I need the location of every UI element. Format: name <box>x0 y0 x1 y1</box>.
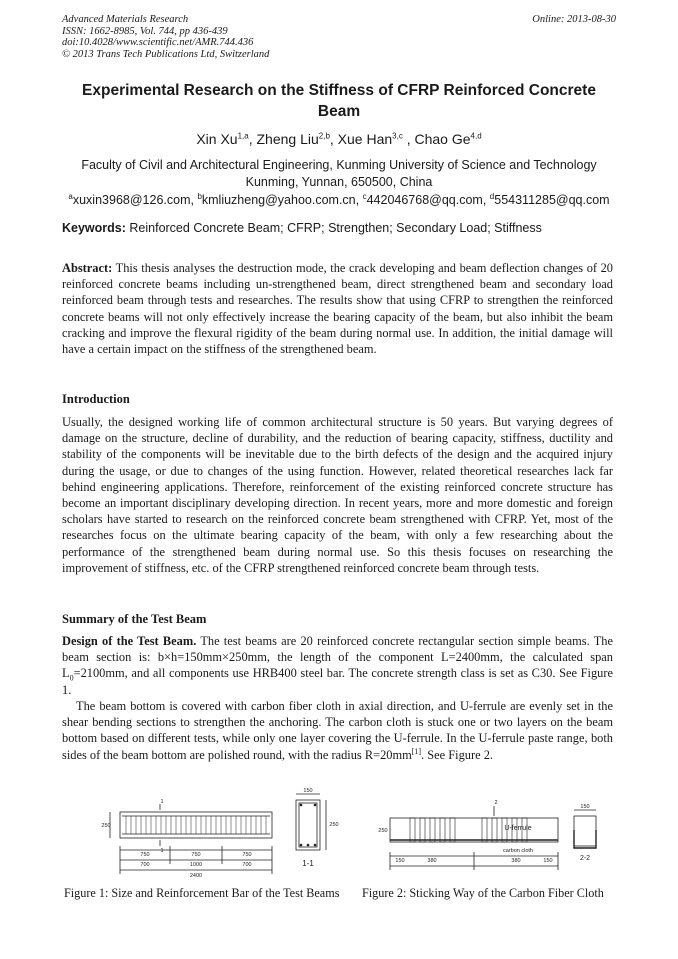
author: Xue Han <box>337 131 393 147</box>
dim-label: 150 <box>395 858 405 864</box>
affiliation: Faculty of Civil and Architectural Engineering, Kunming University of Science and Technology Kunming, Yunnan, 650500, China <box>81 158 597 189</box>
dim-label: 250 <box>378 828 388 834</box>
email[interactable]: kmliuzheng@yahoo.com.cn <box>201 193 356 207</box>
figure-2 <box>378 800 618 880</box>
cloth-label: carbon cloth <box>503 848 533 854</box>
figure-1-caption: Figure 1: Size and Reinforcement Bar of the Test Beams <box>64 886 340 900</box>
issn: ISSN: 1662-8985, Vol. 744, pp 436-439 <box>62 25 228 37</box>
citation-ref[interactable]: [1] <box>411 746 422 756</box>
dim-label: 750 <box>191 852 201 858</box>
section-mark: 2 <box>494 800 498 806</box>
section-label: 1-1 <box>302 859 314 868</box>
abstract-text: This thesis analyses the destruction mode, the crack developing and beam deflection changes of 20 reinforced concrete beams including un-strengthened beam, direct strengthened beam and secondary load reinforced beam through tests and researches. The results show that using CFRP to strengthen the reinforced concrete beams will not only effectively increase the bearing capacity of the beam, but also inhibit the beam cracking and improve the flexural rigidity of the beam during normal use. In addition, the initial damage will have a certain impact on the stiffness of the strengthened beam. <box>62 261 614 357</box>
keywords <box>62 221 616 235</box>
dim-label: 150 <box>303 788 313 794</box>
dim-label: 150 <box>543 858 553 864</box>
email[interactable]: 554311285@qq.com <box>494 193 610 207</box>
email[interactable]: xuxin3968@126.com <box>72 193 191 207</box>
ferrule-label: U-ferrule <box>504 825 532 832</box>
section-heading: Introduction <box>62 392 130 406</box>
author: Chao Ge <box>414 131 471 147</box>
dim-label: 250 <box>101 823 111 829</box>
dim-label: 2400 <box>189 873 203 879</box>
dim-label: 380 <box>427 858 437 864</box>
dim-label: 700 <box>140 862 150 868</box>
author: Xin Xu <box>196 131 238 147</box>
dim-label: 380 <box>511 858 521 864</box>
section-label: 2-2 <box>579 855 591 862</box>
keywords-label: Keywords: <box>62 221 126 235</box>
dim-label: 750 <box>140 852 150 858</box>
copyright: © 2013 Trans Tech Publications Ltd, Switzerland <box>62 48 270 60</box>
figure-2-drawing <box>378 800 618 880</box>
author: Zheng Liu <box>256 131 319 147</box>
introduction-text: Usually, the designed working life of common architectural structure is 50 years. But varying degrees of damage on the structure, decline of durability, and the reduction of bearing capacity, stiffness, ductility and stability of the components will be inevitable due to the birth defects of the design and the acquired injury during the usage, or due to changes of the using function. However, related theoretical researches lack far behind engineering applications. Therefore, reinforcement of the existing reinforced concrete structure has become an important disciplinary developing direction. In recent years, more and more domestic and foreign scholars have started to research on the reinforced concrete beam strengthened with CFRP. Yet, most of the researches focus on the ultimate bearing capacity of the beam, with only a few researching about the performance of the strengthened beam during normal use. So this thesis focuses on researching the improvement of stiffness, etc. of the CFRP strengthened reinforced concrete beam through tests. <box>62 415 613 575</box>
doi: doi:10.4028/www.scientific.net/AMR.744.436 <box>62 37 254 48</box>
journal-name: Advanced Materials Research <box>62 14 189 25</box>
dim-label: 1000 <box>189 862 203 868</box>
figure-1-drawing <box>100 788 348 880</box>
keywords-text: Reinforced Concrete Beam; CFRP; Strengthen; Secondary Load; Stiffness <box>129 221 542 235</box>
online-date: Online: 2013-08-30 <box>532 14 616 25</box>
email-list: $^a$xuxin3968@126.com, $^b$kmliuzheng@yahoo.com.cn, $^c$442046768@qq.com, $^d$554311285@qq.com <box>68 191 610 207</box>
summary-paragraph-2: The beam bottom is covered with carbon fiber cloth in axial direction, and U-ferrule are evenly set in the shear bending sections to strengthen the anchoring. The carbon cloth is stuck one or two layers on the beam bottom based on different tests, while only one layer covering the U-ferrule. In the U-ferrule paste range, both sides of the beam bottom are polished round, with the radius R=20mm[1]. See Figure 2. <box>62 699 613 762</box>
dim-label: 750 <box>242 852 252 858</box>
email[interactable]: 442046768@qq.com <box>366 193 483 207</box>
abstract <box>62 260 613 357</box>
section-mark: 1 <box>160 799 164 805</box>
paper-title: Experimental Research on the Stiffness of CFRP Reinforced Concrete Beam <box>82 82 596 120</box>
dim-label: 150 <box>580 804 590 810</box>
dim-label: 250 <box>329 822 339 828</box>
author-list: Xin Xu$^{1,a}$, Zheng Liu$^{2,b}$, Xue Han$^{3,c}$ , Chao Ge$^{4,d}$ <box>196 131 482 147</box>
figure-2-caption: Figure 2: Sticking Way of the Carbon Fiber Cloth <box>362 886 604 900</box>
abstract-label: Abstract: <box>62 261 113 275</box>
dim-label: 700 <box>242 862 252 868</box>
section-heading: Summary of the Test Beam <box>62 612 207 626</box>
figure-1 <box>100 788 348 880</box>
summary-paragraph-1: Design of the Test Beam. The test beams are 20 reinforced concrete rectangular section simple beams. The beam section is: b×h=150mm×250mm, the length of the component L=2400mm, the calculated span $L_0=2100mm$, and all components use HRB400 steel bar. The concrete strength class is set as C30. See Figure 1. <box>62 634 614 697</box>
journal-header <box>62 14 269 60</box>
subsection-label: Design of the Test Beam. <box>62 634 197 648</box>
section-mark: 1 <box>160 848 164 854</box>
